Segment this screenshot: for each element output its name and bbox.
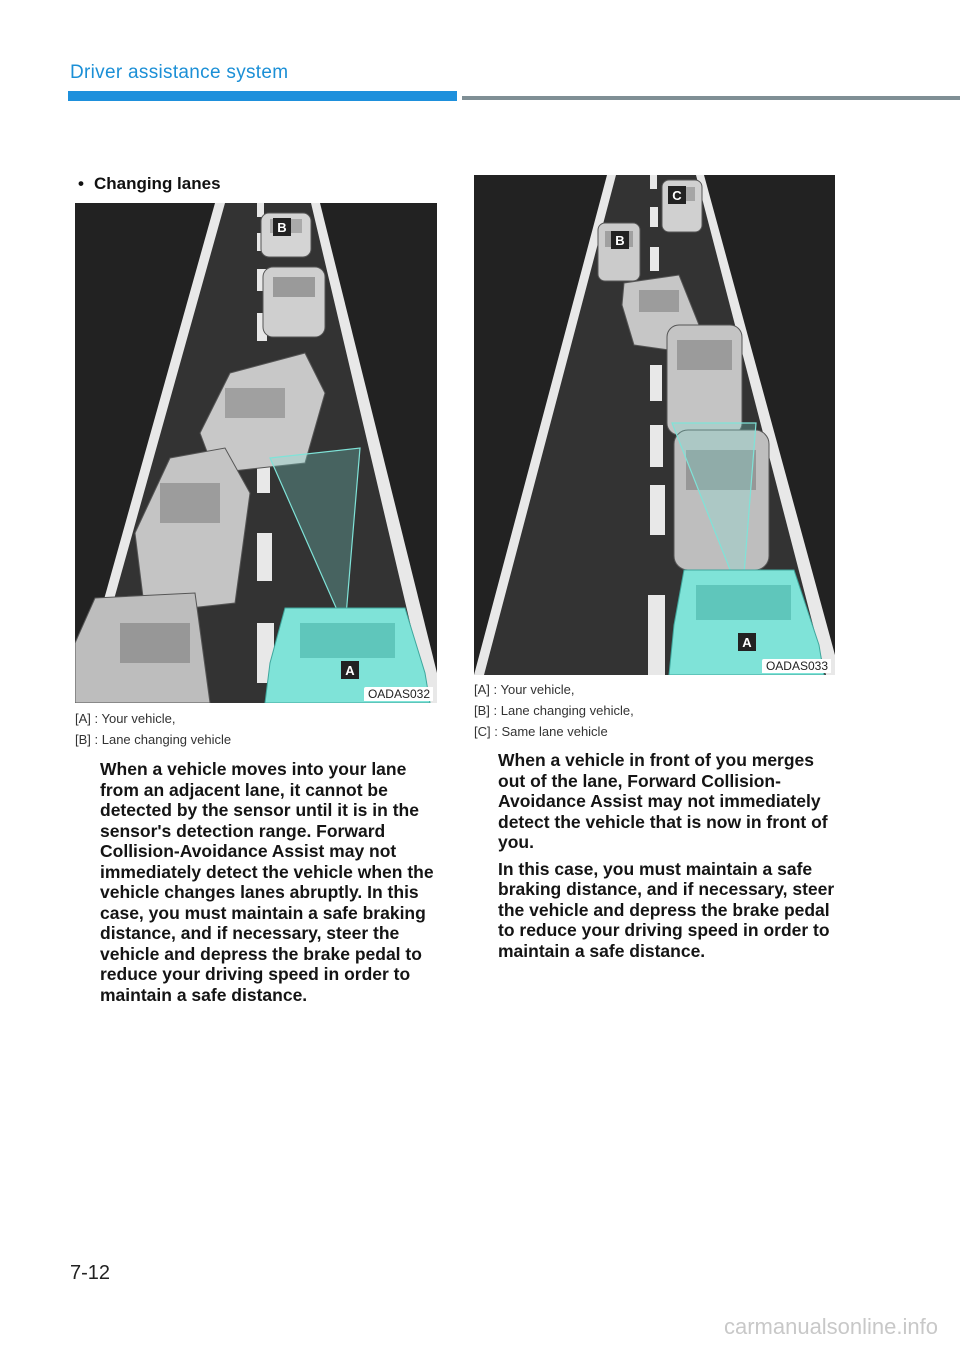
header-divider <box>462 96 960 100</box>
figure-left-caption <box>75 708 231 750</box>
same-lane-illustration <box>474 175 835 675</box>
paragraph: When a vehicle moves into your lane from an adjacent lane, it cannot be detected by the sensor until it is in the sensor's detection range. Forward Collision-Avoidance Assist may not immediately detect the vehicle when the vehicle changes lanes abruptly. In this case, you must maintain a safe braking distance, and if necessary, steer the vehicle and depress the brake pedal to reduce your driving speed in order to maintain a safe distance. <box>100 759 434 1005</box>
paragraph: When a vehicle in front of you merges out of the lane, Forward Collision-Avoidance Assist may not immediately detect the vehicle that is now in front of you. <box>498 750 828 852</box>
watermark: carmanualsonline.info <box>723 1314 938 1339</box>
caption-line: [B] : Lane changing vehicle <box>75 732 232 747</box>
label-c: C <box>672 188 682 203</box>
right-body-text <box>498 750 843 967</box>
label-b: B <box>277 220 287 235</box>
section-title: Driver assistance system <box>70 62 289 83</box>
figure-code: OADAS032 <box>364 687 433 701</box>
caption-line: [C] : Same lane vehicle <box>474 724 608 739</box>
bullet-heading <box>78 174 221 194</box>
figure-changing-lanes <box>75 203 437 703</box>
lane-change-illustration <box>75 203 437 703</box>
left-body-text <box>100 759 440 1011</box>
figure-same-lane <box>474 175 835 675</box>
figure-code: OADAS033 <box>762 659 831 673</box>
header-accent-bar <box>68 91 457 101</box>
bullet-dot: • <box>78 174 84 193</box>
caption-line: [A] : Your vehicle, <box>474 682 575 697</box>
bullet-heading-text: Changing lanes <box>93 174 221 193</box>
paragraph: In this case, you must maintain a safe braking distance, and if necessary, steer the vehicle and depress the brake pedal to reduce your driving speed in order to maintain a safe distance. <box>498 858 835 961</box>
label-b: B <box>615 233 625 248</box>
page-number: 7-12 <box>70 1262 111 1284</box>
label-a: A <box>345 663 355 678</box>
figure-right-caption <box>474 679 634 742</box>
label-a: A <box>742 635 752 650</box>
caption-line: [B] : Lane changing vehicle, <box>474 703 634 718</box>
caption-line: [A] : Your vehicle, <box>75 711 176 726</box>
